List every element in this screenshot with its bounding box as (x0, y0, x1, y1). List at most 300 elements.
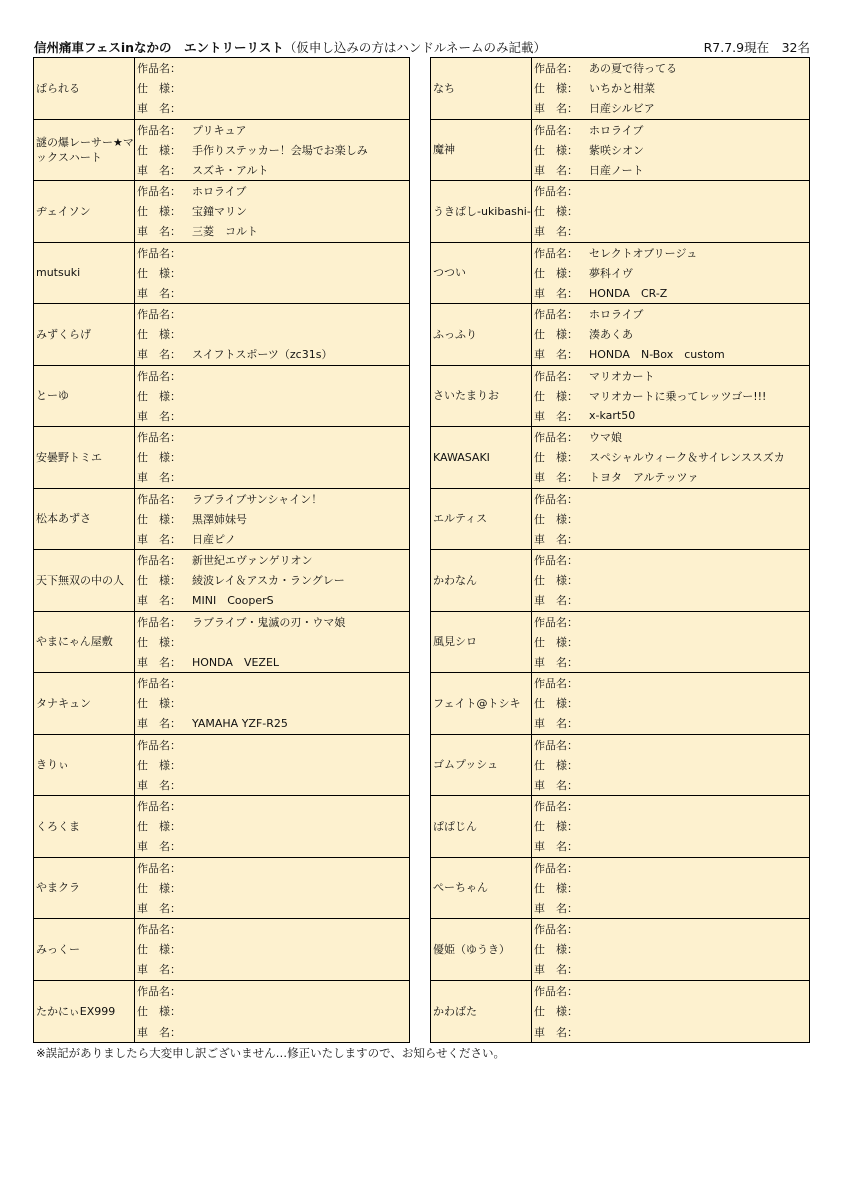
spec-line (135, 1001, 409, 1022)
entrant-name: なち (431, 58, 532, 119)
car-label: 車 名： (534, 102, 578, 116)
car-line (532, 1022, 809, 1043)
work-label: 作品名： (534, 615, 578, 629)
spec-value: スペシャルウィーク＆サイレンススズカ (589, 451, 785, 465)
spec-label: 仕 様： (534, 820, 578, 834)
work-label: 作品名： (137, 984, 181, 998)
entrant-name: くろくま (34, 796, 135, 857)
entrant-name: みっくー (34, 919, 135, 980)
entry-row (431, 919, 809, 981)
spec-line (532, 1001, 809, 1022)
car-line (135, 344, 409, 364)
spec-line (532, 140, 809, 160)
spec-label: 仕 様： (137, 820, 181, 834)
entry-details (135, 735, 409, 796)
entry-details (532, 120, 809, 181)
car-label: 車 名： (534, 1025, 578, 1039)
work-line (532, 366, 809, 386)
entry-details (135, 243, 409, 304)
spec-label: 仕 様： (534, 758, 578, 772)
spec-label: 仕 様： (137, 635, 181, 649)
car-line (135, 406, 409, 426)
car-label: 車 名： (534, 717, 578, 731)
car-line (135, 283, 409, 303)
car-line (532, 160, 809, 180)
car-line (532, 775, 809, 795)
spec-label: 仕 様： (534, 635, 578, 649)
car-value: スズキ・アルト (192, 163, 269, 177)
entry-details (135, 489, 409, 550)
footnote: ※誤記がありましたら大変申し訳ございません…修正いたしますので、お知らせください。 (36, 1046, 506, 1060)
work-label: 作品名： (137, 431, 181, 445)
spec-line (135, 878, 409, 898)
work-label: 作品名： (534, 984, 578, 998)
entry-details (532, 673, 809, 734)
spec-label: 仕 様： (534, 697, 578, 711)
work-label: 作品名： (534, 369, 578, 383)
spec-line (532, 324, 809, 344)
spec-line (135, 509, 409, 529)
spec-value: 綾波レイ＆アスカ・ラングレー (192, 574, 345, 588)
entry-row (431, 673, 809, 735)
as-of-date-count: R7.7.9現在 32名 (703, 40, 810, 55)
entry-details (135, 181, 409, 242)
entrant-name: やまにゃん屋敷 (34, 612, 135, 673)
entrant-name: きりぃ (34, 735, 135, 796)
car-line (135, 959, 409, 979)
spec-value: いちかと柑菜 (589, 82, 655, 96)
car-line (532, 590, 809, 610)
spec-label: 仕 様： (534, 512, 578, 526)
car-line (135, 713, 409, 733)
spec-label: 仕 様： (534, 881, 578, 895)
entry-row (431, 489, 809, 551)
work-label: 作品名： (137, 738, 181, 752)
car-line (135, 1022, 409, 1043)
entry-details (532, 919, 809, 980)
car-value: YAMAHA YZF-R25 (192, 716, 288, 730)
entry-row (431, 120, 809, 182)
entry-row (34, 489, 409, 551)
car-line (135, 98, 409, 118)
car-label: 車 名： (137, 901, 181, 915)
entry-details (135, 981, 409, 1043)
car-value: 日産ノート (589, 163, 644, 177)
spec-line (135, 324, 409, 344)
spec-value: 湊あくあ (589, 328, 633, 342)
spec-label: 仕 様： (137, 943, 181, 957)
entry-details (532, 243, 809, 304)
spec-label: 仕 様： (137, 881, 181, 895)
spec-label: 仕 様： (137, 574, 181, 588)
spec-line (532, 509, 809, 529)
entry-row (34, 673, 409, 735)
work-label: 作品名： (534, 677, 578, 691)
spec-line (135, 386, 409, 406)
entry-details (135, 304, 409, 365)
work-value: 新世紀エヴァンゲリオン (192, 554, 313, 568)
work-value: セレクトオブリージュ (589, 246, 698, 260)
car-label: 車 名： (534, 655, 578, 669)
entrant-name: 天下無双の中の人 (34, 550, 135, 611)
spec-label: 仕 様： (534, 82, 578, 96)
entry-list-left (33, 57, 410, 1043)
spec-label: 仕 様： (137, 143, 181, 157)
entry-row (431, 981, 809, 1043)
entry-row (431, 735, 809, 797)
work-value: マリオカート (589, 369, 655, 383)
car-label: 車 名： (137, 471, 181, 485)
work-value: プリキュア (192, 123, 247, 137)
car-label: 車 名： (137, 532, 181, 546)
work-line (532, 120, 809, 140)
entry-details (135, 919, 409, 980)
car-label: 車 名： (534, 963, 578, 977)
car-line (532, 529, 809, 549)
car-line (135, 775, 409, 795)
entry-row (34, 550, 409, 612)
car-label: 車 名： (534, 471, 578, 485)
document-header (34, 38, 810, 58)
entrant-name: ヂェイソン (34, 181, 135, 242)
title-main: 信州痛車フェスinなかの エントリーリスト (34, 40, 284, 55)
spec-label: 仕 様： (534, 328, 578, 342)
title-note: （仮申し込みの方はハンドルネームのみ記載） (283, 40, 546, 55)
car-value: 三菱 コルト (192, 225, 258, 239)
car-label: 車 名： (137, 594, 181, 608)
work-label: 作品名： (137, 615, 181, 629)
entry-details (135, 427, 409, 488)
car-value: 日産ピノ (192, 532, 236, 546)
entrant-name: フェイト@トシキ (431, 673, 532, 734)
entry-row (431, 550, 809, 612)
entry-details (135, 796, 409, 857)
entrant-name: とーゆ (34, 366, 135, 427)
car-label: 車 名： (534, 532, 578, 546)
spec-label: 仕 様： (137, 758, 181, 772)
spec-label: 仕 様： (137, 266, 181, 280)
car-label: 車 名： (137, 1025, 181, 1039)
car-label: 車 名： (534, 594, 578, 608)
spec-label: 仕 様： (534, 451, 578, 465)
entrant-name: うきぱし-ukibashi- (431, 181, 532, 242)
entrant-name: かわなん (431, 550, 532, 611)
car-line (135, 652, 409, 672)
spec-line (135, 632, 409, 652)
work-label: 作品名： (534, 62, 578, 76)
work-label: 作品名： (534, 800, 578, 814)
work-line (135, 489, 409, 509)
car-line (532, 98, 809, 118)
entrant-name: たかにぃEX999 (34, 981, 135, 1043)
entrant-name: みずくらげ (34, 304, 135, 365)
work-line (135, 858, 409, 878)
work-line (532, 550, 809, 570)
spec-line (532, 693, 809, 713)
car-line (532, 898, 809, 918)
entrant-name: 魔神 (431, 120, 532, 181)
car-label: 車 名： (137, 409, 181, 423)
work-line (532, 58, 809, 78)
spec-label: 仕 様： (534, 205, 578, 219)
car-line (532, 406, 809, 426)
work-label: 作品名： (534, 923, 578, 937)
spec-value: 夢科イヴ (589, 266, 633, 280)
work-line (532, 796, 809, 816)
work-line (135, 427, 409, 447)
spec-line (135, 939, 409, 959)
car-line (532, 836, 809, 856)
car-label: 車 名： (137, 102, 181, 116)
entry-row (34, 366, 409, 428)
spec-line (532, 78, 809, 98)
work-label: 作品名： (137, 677, 181, 691)
car-value: スイフトスポーツ（zc31s） (192, 348, 333, 362)
car-label: 車 名： (137, 163, 181, 177)
entry-details (135, 366, 409, 427)
entry-row (34, 243, 409, 305)
work-line (135, 58, 409, 78)
car-line (532, 652, 809, 672)
work-line (135, 981, 409, 1002)
work-line (532, 427, 809, 447)
car-label: 車 名： (534, 163, 578, 177)
entry-details (532, 612, 809, 673)
spec-label: 仕 様： (534, 943, 578, 957)
spec-line (135, 693, 409, 713)
entry-row (34, 58, 409, 120)
entrant-name: 風見シロ (431, 612, 532, 673)
car-line (135, 467, 409, 487)
work-label: 作品名： (137, 62, 181, 76)
car-value: MINI CooperS (192, 594, 274, 608)
entry-details (135, 858, 409, 919)
entry-row (431, 427, 809, 489)
car-label: 車 名： (534, 286, 578, 300)
entrant-name: エルティス (431, 489, 532, 550)
entry-row (431, 796, 809, 858)
work-line (135, 673, 409, 693)
work-label: 作品名： (137, 123, 181, 137)
car-label: 車 名： (534, 225, 578, 239)
entry-details (135, 120, 409, 181)
work-label: 作品名： (534, 308, 578, 322)
work-line (135, 735, 409, 755)
spec-line (532, 939, 809, 959)
entry-details (532, 489, 809, 550)
spec-line (532, 878, 809, 898)
work-value: ホロライブ (589, 308, 644, 322)
work-line (135, 366, 409, 386)
work-label: 作品名： (137, 554, 181, 568)
car-label: 車 名： (137, 655, 181, 669)
spec-value: 黒澤姉妹号 (192, 512, 247, 526)
car-label: 車 名： (534, 840, 578, 854)
spec-label: 仕 様： (137, 1005, 181, 1019)
car-value: トヨタ アルテッツァ (589, 471, 699, 485)
work-label: 作品名： (137, 369, 181, 383)
spec-label: 仕 様： (137, 389, 181, 403)
work-label: 作品名： (137, 185, 181, 199)
spec-line (532, 447, 809, 467)
spec-label: 仕 様： (534, 574, 578, 588)
work-label: 作品名： (534, 492, 578, 506)
entry-row (431, 58, 809, 120)
entry-row (34, 919, 409, 981)
spec-line (135, 755, 409, 775)
car-line (135, 898, 409, 918)
spec-value: 宝鐘マリン (192, 205, 247, 219)
entry-row (34, 181, 409, 243)
work-line (532, 673, 809, 693)
entry-details (532, 58, 809, 119)
entry-row (34, 427, 409, 489)
entry-row (34, 981, 409, 1043)
work-line (532, 735, 809, 755)
car-line (135, 221, 409, 241)
entry-details (135, 612, 409, 673)
spec-label: 仕 様： (137, 697, 181, 711)
work-value: あの夏で待ってる (589, 62, 677, 76)
spec-label: 仕 様： (137, 328, 181, 342)
spec-line (135, 263, 409, 283)
entry-details (135, 58, 409, 119)
entrant-name: かわばた (431, 981, 532, 1043)
car-label: 車 名： (137, 840, 181, 854)
entrant-name: 優姫（ゆうき） (431, 919, 532, 980)
entry-details (532, 796, 809, 857)
entry-row (431, 304, 809, 366)
car-label: 車 名： (534, 778, 578, 792)
car-line (532, 959, 809, 979)
entrant-name: 安曇野トミエ (34, 427, 135, 488)
entry-details (532, 366, 809, 427)
work-line (135, 796, 409, 816)
entry-row (431, 612, 809, 674)
work-label: 作品名： (534, 861, 578, 875)
work-label: 作品名： (534, 738, 578, 752)
work-line (135, 243, 409, 263)
work-line (532, 304, 809, 324)
entrant-name: ふっふり (431, 304, 532, 365)
entry-row (431, 243, 809, 305)
entrant-name: mutsuki (34, 243, 135, 304)
entrant-name: 松本あずさ (34, 489, 135, 550)
entrant-name: タナキュン (34, 673, 135, 734)
work-line (135, 181, 409, 201)
work-line (532, 612, 809, 632)
spec-value: マリオカートに乗ってレッツゴー!!! (589, 389, 767, 403)
car-label: 車 名： (137, 778, 181, 792)
car-line (532, 467, 809, 487)
car-line (135, 836, 409, 856)
entry-details (135, 550, 409, 611)
entry-details (532, 427, 809, 488)
work-label: 作品名： (137, 800, 181, 814)
entrant-name: ぺーちゃん (431, 858, 532, 919)
car-label: 車 名： (137, 286, 181, 300)
car-label: 車 名： (534, 409, 578, 423)
work-line (135, 120, 409, 140)
entry-row (34, 796, 409, 858)
work-value: ウマ娘 (589, 431, 622, 445)
car-line (135, 590, 409, 610)
entry-row (34, 735, 409, 797)
entry-details (532, 981, 809, 1043)
work-line (532, 858, 809, 878)
car-line (532, 713, 809, 733)
work-line (532, 981, 809, 1002)
work-label: 作品名： (534, 431, 578, 445)
spec-line (135, 78, 409, 98)
work-line (532, 243, 809, 263)
work-label: 作品名： (137, 308, 181, 322)
entry-row (431, 181, 809, 243)
entrant-name: ぱぱじん (431, 796, 532, 857)
spec-line (532, 816, 809, 836)
spec-line (135, 570, 409, 590)
work-line (135, 304, 409, 324)
car-line (135, 529, 409, 549)
entrant-name: つつい (431, 243, 532, 304)
spec-line (532, 263, 809, 283)
work-line (135, 612, 409, 632)
spec-line (135, 140, 409, 160)
car-value: 日産シルビア (589, 102, 655, 116)
spec-line (532, 755, 809, 775)
work-label: 作品名： (534, 123, 578, 137)
work-label: 作品名： (137, 492, 181, 506)
entrant-name: ゴムプッシュ (431, 735, 532, 796)
car-label: 車 名： (137, 348, 181, 362)
work-label: 作品名： (534, 246, 578, 260)
work-label: 作品名： (137, 923, 181, 937)
entrant-name: 謎の爆レーサー★マックスハート (34, 120, 135, 181)
document-title (34, 38, 546, 58)
car-line (532, 221, 809, 241)
car-label: 車 名： (534, 901, 578, 915)
spec-label: 仕 様： (534, 143, 578, 157)
spec-label: 仕 様： (137, 205, 181, 219)
car-label: 車 名： (534, 348, 578, 362)
work-line (532, 919, 809, 939)
car-line (135, 160, 409, 180)
spec-label: 仕 様： (534, 389, 578, 403)
entry-details (532, 858, 809, 919)
spec-line (532, 201, 809, 221)
work-label: 作品名： (137, 861, 181, 875)
entry-row (34, 858, 409, 920)
entrant-name: やまクラ (34, 858, 135, 919)
car-value: HONDA CR-Z (589, 286, 668, 300)
spec-line (135, 201, 409, 221)
spec-line (135, 816, 409, 836)
entry-list-right (430, 57, 810, 1043)
car-label: 車 名： (137, 225, 181, 239)
entry-details (532, 181, 809, 242)
spec-value: 手作りステッカー！会場でお楽しみ (192, 143, 368, 157)
spec-label: 仕 様： (137, 512, 181, 526)
entrant-name: KAWASAKI (431, 427, 532, 488)
spec-label: 仕 様： (534, 266, 578, 280)
entrant-name: さいたまりお (431, 366, 532, 427)
entry-details (135, 673, 409, 734)
spec-label: 仕 様： (534, 1005, 578, 1019)
entry-row (431, 858, 809, 920)
spec-label: 仕 様： (137, 451, 181, 465)
entry-details (532, 550, 809, 611)
entry-row (431, 366, 809, 428)
